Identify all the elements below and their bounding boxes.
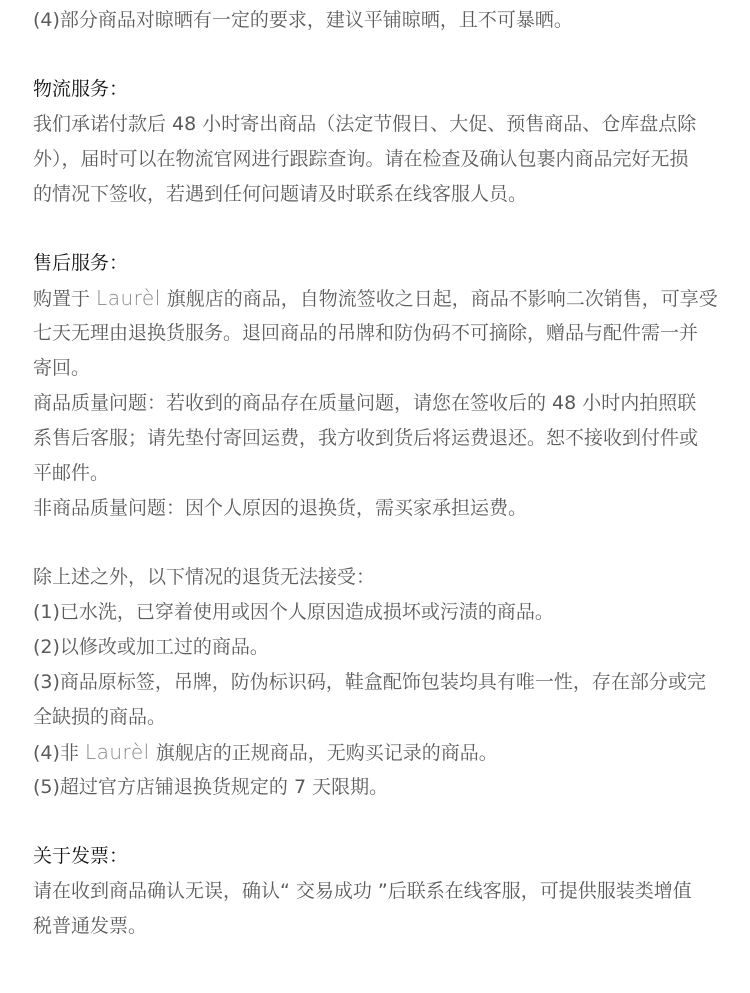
logistics-heading: 物流服务： bbox=[33, 78, 129, 100]
quality-issue-line-1: 商品质量问题：若收到的商品存在质量问题，请您在签收后的 48 小时内拍照联 bbox=[33, 392, 697, 414]
quality-issue-line-2: 系售后客服；请先垫付寄回运费，我方收到货后将运费退还。恕不接收到付件或 bbox=[33, 427, 699, 449]
exception-item-3-line-2: 全缺损的商品。 bbox=[33, 706, 167, 728]
brand-logo: Laurèl bbox=[96, 286, 161, 310]
exceptions-intro: 除上述之外，以下情况的退货无法接受： bbox=[33, 566, 376, 588]
invoice-line-2: 税普通发票。 bbox=[33, 915, 148, 937]
invoice-line-1: 请在收到商品确认无误，确认“ 交易成功 ”后联系在线客服，可提供服装类增值 bbox=[33, 880, 692, 902]
exception-item-4 bbox=[33, 735, 725, 770]
aftersale-heading: 售后服务： bbox=[33, 252, 129, 274]
invoice-heading: 关于发票： bbox=[33, 845, 129, 867]
aftersale-line-1-prefix: 购置于 bbox=[33, 288, 97, 310]
brand-logo: Laurèl bbox=[84, 740, 150, 764]
policy-document bbox=[33, 0, 725, 944]
logistics-line-2: 外），届时可以在物流官网进行跟踪查询。请在检查及确认包裹内商品完好无损 bbox=[33, 148, 689, 170]
exception-item-1: (1)已水洗，已穿着使用或因个人原因造成损坏或污渍的商品。 bbox=[33, 601, 554, 623]
exception-item-2: (2)以修改或加工过的商品。 bbox=[33, 636, 269, 658]
non-quality-issue-line: 非商品质量问题：因个人原因的退换货，需买家承担运费。 bbox=[33, 497, 528, 519]
quality-issue-line-3: 平邮件。 bbox=[33, 462, 110, 484]
exception-item-4-prefix: (4)非 bbox=[33, 742, 85, 764]
aftersale-line-3: 寄回。 bbox=[33, 357, 91, 379]
spacer bbox=[33, 38, 725, 72]
exception-item-3-line-1: (3)商品原标签，吊牌，防伪标识码，鞋盒配饰包装均具有唯一性，存在部分或完 bbox=[33, 671, 706, 693]
aftersale-line-1-suffix: 旗舰店的商品，自物流签收之日起，商品不影响二次销售，可享受 bbox=[160, 288, 718, 310]
exception-item-4-suffix: 旗舰店的正规商品，无购买记录的商品。 bbox=[149, 742, 498, 764]
aftersale-line-2: 七天无理由退换货服务。退回商品的吊牌和防伪码不可摘除，赠品与配件需一并 bbox=[33, 322, 699, 344]
logistics-line-1: 我们承诺付款后 48 小时寄出商品（法定节假日、大促、预售商品、仓库盘点除 bbox=[33, 113, 697, 135]
aftersale-line-1 bbox=[33, 281, 725, 316]
exception-item-5: (5)超过官方店铺退换货规定的 7 天限期。 bbox=[33, 776, 389, 798]
care-item-4: (4)部分商品对晾晒有一定的要求，建议平铺晾晒，且不可暴晒。 bbox=[33, 9, 573, 31]
spacer bbox=[33, 212, 725, 246]
logistics-line-3: 的情况下签收，若遇到任何问题请及时联系在线客服人员。 bbox=[33, 183, 528, 205]
spacer bbox=[33, 526, 725, 560]
spacer bbox=[33, 805, 725, 839]
